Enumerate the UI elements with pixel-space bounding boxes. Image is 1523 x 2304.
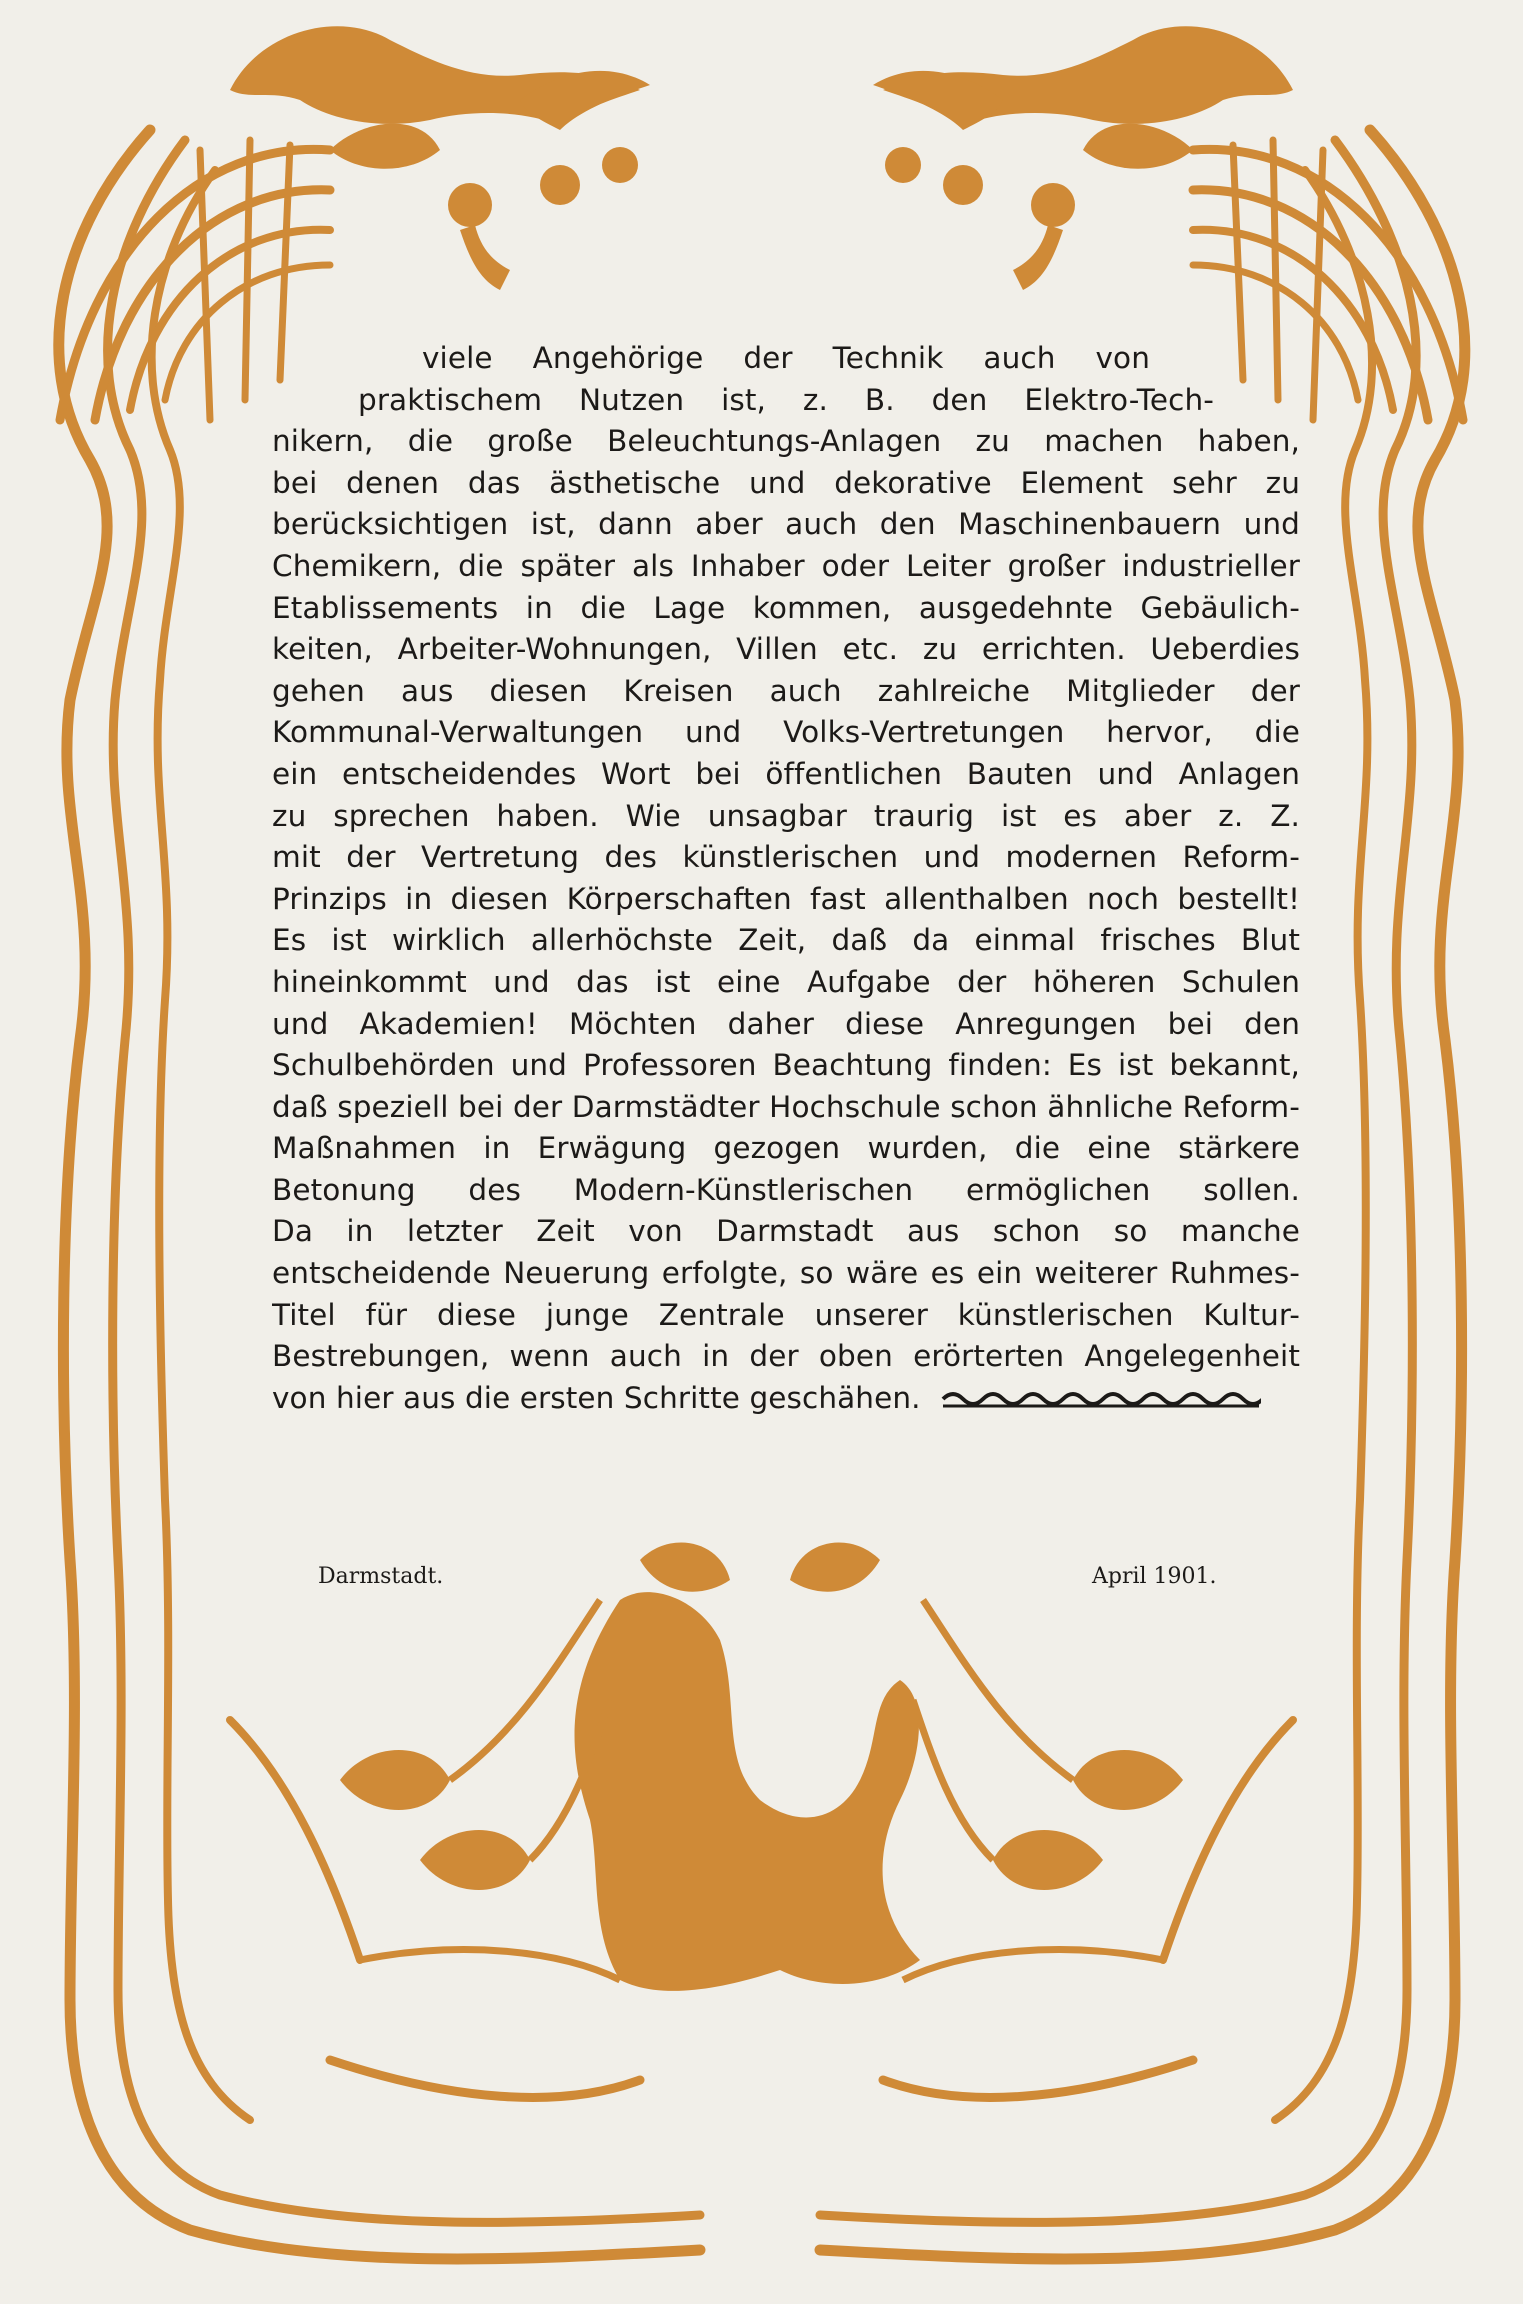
text-line: Bestrebungen, wenn auch in der oben erörterten Angelegenheit bbox=[272, 1339, 1300, 1374]
text-line: keiten, Arbeiter-Wohnungen, Villen etc. zu errichten. Ueberdies bbox=[272, 632, 1300, 667]
text-line: zu sprechen haben. Wie unsagbar traurig ist es aber z. Z. bbox=[272, 798, 1300, 833]
text-line: bei denen das ästhetische und dekorative Element sehr zu bbox=[272, 465, 1300, 500]
text-line: berücksichtigen ist, dann aber auch den Maschinenbauern und bbox=[272, 507, 1300, 542]
text-line: viele Angehörige der Technik auch von bbox=[422, 341, 1150, 375]
kneeling-figure-ornament bbox=[575, 1592, 920, 1991]
text-line: daß speziell bei der Darmstädter Hochschule schon ähnliche Reform- bbox=[272, 1089, 1300, 1124]
text-line: hineinkommt und das ist eine Aufgabe der höheren Schulen bbox=[272, 964, 1300, 999]
text-line: Maßnahmen in Erwägung gezogen wurden, die eine stärkere bbox=[272, 1131, 1300, 1166]
text-line: und Akademien! Möchten daher diese Anregungen bei den bbox=[272, 1006, 1300, 1041]
text-line: Betonung des Modern-Künstlerischen ermöglichen sollen. bbox=[272, 1172, 1300, 1207]
text-line: Da in letzter Zeit von Darmstadt aus schon so manche bbox=[272, 1214, 1300, 1249]
footer-place: Darmstadt. bbox=[318, 1564, 444, 1589]
text-line: Etablissements in die Lage kommen, ausgedehnte Gebäulich- bbox=[272, 590, 1300, 625]
text-line: gehen aus diesen Kreisen auch zahlreiche Mitglieder der bbox=[272, 673, 1300, 708]
text-line: Titel für diese junge Zentrale unserer künstlerischen Kultur- bbox=[272, 1297, 1300, 1332]
text-line: Schulbehörden und Professoren Beachtung finden: Es ist bekannt, bbox=[272, 1048, 1300, 1083]
text-line: von hier aus die ersten Schritte geschähen. bbox=[272, 1380, 921, 1415]
wave-tailpiece-icon bbox=[941, 1388, 1261, 1410]
text-line: ein entscheidendes Wort bei öffentlichen Bauten und Anlagen bbox=[272, 756, 1300, 791]
text-line: Chemikern, die später als Inhaber oder Leiter großer industrieller bbox=[272, 548, 1300, 583]
text-line: praktischem Nutzen ist, z. B. den Elektro-Tech- bbox=[358, 382, 1214, 417]
text-line: entscheidende Neuerung erfolgte, so wäre es ein weiterer Ruhmes- bbox=[272, 1256, 1300, 1291]
text-line-last bbox=[272, 1378, 1300, 1420]
text-line: nikern, die große Beleuchtungs-Anlagen zu machen haben, bbox=[272, 424, 1300, 459]
text-line: Es ist wirklich allerhöchste Zeit, daß da einmal frisches Blut bbox=[272, 923, 1300, 958]
text-line: mit der Vertretung des künstlerischen und modernen Reform- bbox=[272, 840, 1300, 875]
text-line: Kommunal-Verwaltungen und Volks-Vertretungen hervor, die bbox=[272, 715, 1300, 750]
text-line: Prinzips in diesen Körperschaften fast allenthalben noch bestellt! bbox=[272, 881, 1300, 916]
footer-date: April 1901. bbox=[1092, 1564, 1217, 1589]
body-text bbox=[272, 338, 1300, 1419]
